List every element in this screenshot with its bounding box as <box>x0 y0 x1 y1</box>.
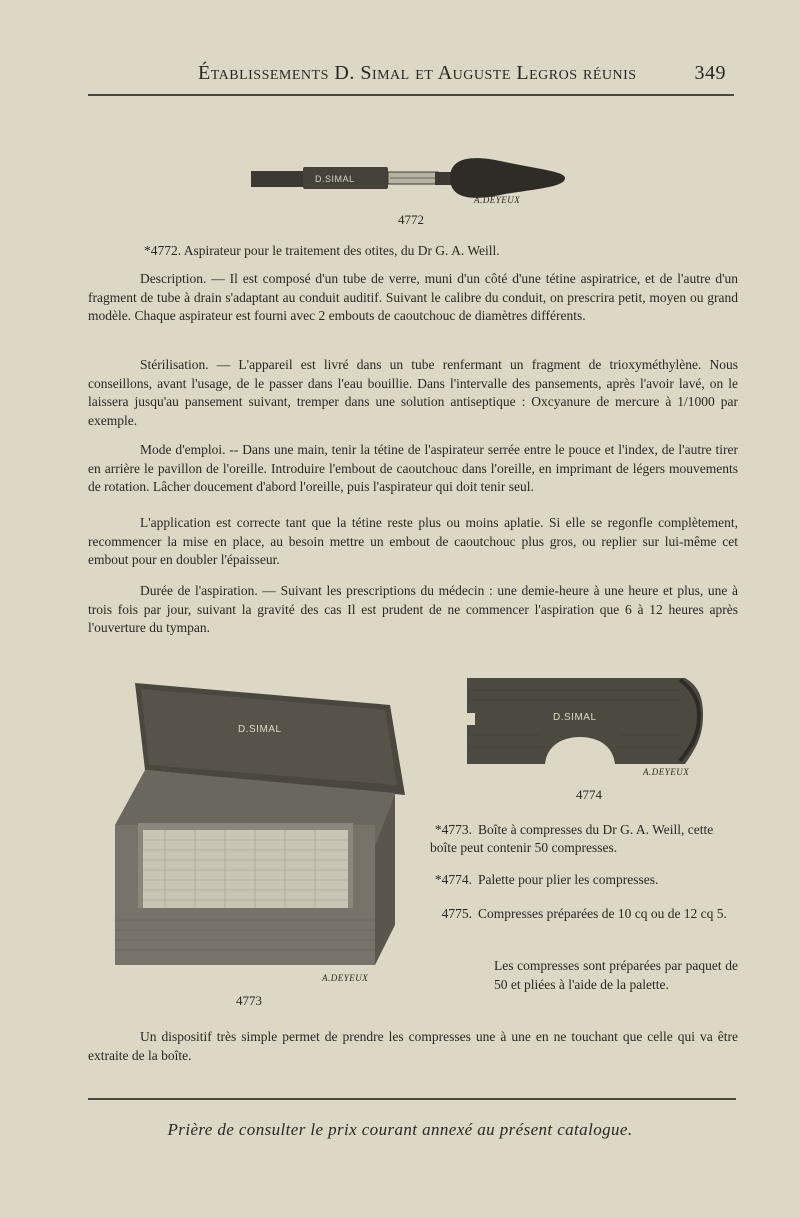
item-number: *4773. <box>434 822 472 837</box>
running-title: Établissements D. Simal et Auguste Legros réunis <box>198 62 637 84</box>
sterilisation-text: Stérilisation. — L'appareil est livré dans un tube renfermant un fragment de trioxyméthylène. Nous conseillons, avant l'usage, de le passer dans l'eau bouillie. Dans l'intervalle des pansements, après l'avoir lavé, on le laissera jusqu'au pansement suivant, tremper dans une solution antiseptique : Oxcyanure de mercure à 1/1000 par exemple. <box>88 357 738 428</box>
item-4772-title: *4772. Aspirateur pour le traitement des otites, du Dr G. A. Weill. <box>144 243 500 258</box>
signature-4773: A.DEYEUX <box>322 973 369 983</box>
aspirator-brand: D.SIMAL <box>315 174 355 184</box>
box-brand: D.SIMAL <box>238 724 282 735</box>
footer-rule <box>88 1098 736 1100</box>
aspirator-illustration <box>245 150 575 200</box>
signature-4772: A.DEYEUX <box>474 195 521 205</box>
closing-paragraph <box>88 1028 738 1065</box>
compresses-note: Les compresses sont préparées par paquet de 50 et pliées à l'aide de la palette. <box>494 958 738 992</box>
compress-box-illustration <box>105 675 410 975</box>
list-item-4773 <box>430 821 740 857</box>
item-text: Boîte à compresses du Dr G. A. Weill, cette boîte peut contenir 50 compresses. <box>430 822 714 855</box>
page-number: 349 <box>694 62 726 84</box>
header-rule <box>88 94 734 96</box>
item-number: 4775. <box>441 906 472 921</box>
item-number: *4774. <box>434 872 472 887</box>
closing-text: Un dispositif très simple permet de prendre les compresses une à une en ne touchant que celle qui va être extraite de la boîte. <box>88 1029 738 1063</box>
duree-paragraph <box>88 582 738 638</box>
duree-text: Durée de l'aspiration. — Suivant les prescriptions du médecin : une demie-heure à une heure et plus, une à trois fois par jour, suivant la gravité des cas Il est prudent de ne commencer l'aspiration que 6 à 12 heures après l'ouverture du tympan. <box>88 583 738 635</box>
description-text: Description. — Il est composé d'un tube de verre, muni d'un côté d'une tétine aspiratrice, et de l'autre d'un fragment de tube à drain s'adaptant au conduit auditif. Suivant le calibre du conduit, on prescrira petit, moyen ou grand modèle. Chaque aspirateur est fourni avec 2 embouts de caoutchouc de diamètres différents. <box>88 271 738 323</box>
mode-emploi-paragraph <box>88 441 738 497</box>
mode-emploi-text: Mode d'emploi. -- Dans une main, tenir la tétine de l'aspirateur serrée entre le pouce et l'index, de l'autre tirer en arrière le pavillon de l'oreille. Introduire l'embout de caoutchouc dans l'oreille, en imprimant de légers mouvements de rotation. Lâcher doucement d'abord l'oreille, puis l'aspirateur qui doit tenir seul. <box>88 442 738 494</box>
figure-caption-4773: 4773 <box>236 993 262 1008</box>
list-item-4774 <box>430 871 740 889</box>
signature-4774: A.DEYEUX <box>643 767 690 777</box>
application-paragraph <box>88 514 738 570</box>
application-text: L'application est correcte tant que la tétine reste plus ou moins aplatie. Si elle se regonfle complètement, recommencer la mise en place, au besoin mettre un embout de caoutchouc plus gros, ou replier sur lui-même cet embout pour en doubler l'épaisseur. <box>88 515 738 567</box>
palette-illustration <box>465 675 710 770</box>
item-text: Compresses préparées de 10 cq ou de 12 cq 5. <box>478 906 727 921</box>
palette-brand: D.SIMAL <box>553 712 597 723</box>
footer-note: Prière de consulter le prix courant annexé au présent catalogue. <box>167 1120 633 1139</box>
list-item-4775 <box>430 905 740 923</box>
item-text: Palette pour plier les compresses. <box>478 872 659 887</box>
figure-caption-4774: 4774 <box>576 787 602 802</box>
description-paragraph <box>88 270 738 326</box>
figure-caption-4772: 4772 <box>398 212 424 227</box>
sterilisation-paragraph <box>88 356 738 430</box>
